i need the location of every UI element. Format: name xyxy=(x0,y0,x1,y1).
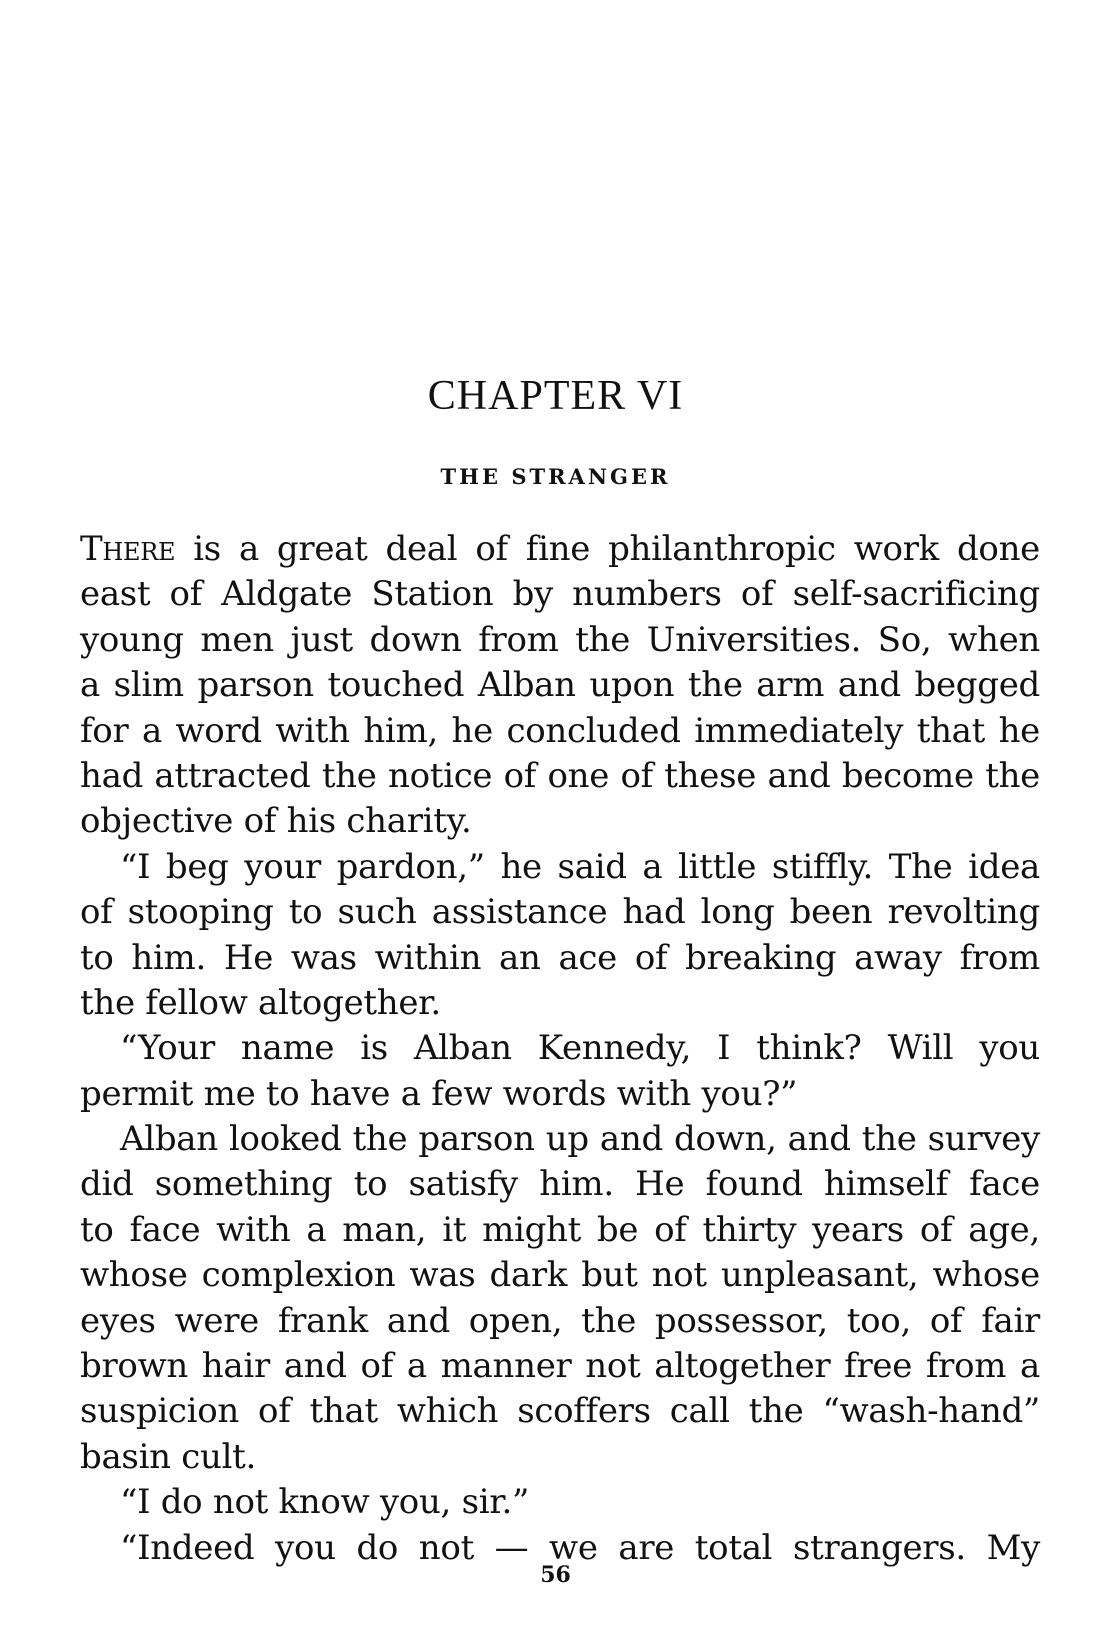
chapter-subtitle: THE STRANGER xyxy=(440,464,671,489)
text-line: “I beg your pardon,” he said a little stiffly. The idea xyxy=(120,846,1040,887)
lead-word: There xyxy=(80,529,176,569)
text-line: brown hair and of a manner not altogether free from a xyxy=(80,1346,1040,1387)
text-line: eyes were frank and open, the possessor, too, of fair xyxy=(80,1300,1040,1341)
chapter-heading: CHAPTER VI xyxy=(427,373,684,419)
text-line: did something to satisfy him. He found himself face xyxy=(80,1164,1040,1205)
text-line: for a word with him, he concluded immediately that he xyxy=(80,710,1040,751)
text-line: had attracted the notice of one of these and become the xyxy=(80,755,1040,796)
body-text xyxy=(80,527,1040,1571)
text-line: There is a great deal of fine philanthropic work done xyxy=(80,529,1041,569)
text-line: east of Aldgate Station by numbers of self-sacrificing xyxy=(80,574,1040,615)
text-line: the fellow altogether. xyxy=(80,982,441,1023)
text-line: “Your name is Alban Kennedy, I think? Will you xyxy=(120,1028,1040,1069)
text-line: suspicion of that which scoffers call the “wash-hand” xyxy=(80,1391,1040,1432)
text-line: basin cult. xyxy=(80,1436,257,1477)
text-line: “Indeed you do not — we are total strangers. My xyxy=(120,1527,1040,1568)
text-line: “I do not know you, sir.” xyxy=(120,1482,530,1523)
text-line: to him. He was within an ace of breaking away from xyxy=(80,937,1040,978)
text-line: to face with a man, it might be of thirty years of age, xyxy=(80,1209,1040,1250)
text-line: whose complexion was dark but not unpleasant, whose xyxy=(80,1255,1040,1296)
page-number: 56 xyxy=(540,1562,571,1588)
text-line: Alban looked the parson up and down, and the survey xyxy=(120,1119,1040,1160)
text-line: objective of his charity. xyxy=(80,801,472,842)
text-line: a slim parson touched Alban upon the arm and begged xyxy=(80,665,1040,706)
text-line: of stooping to such assistance had long been revolting xyxy=(80,892,1040,933)
text-line: permit me to have a few words with you?” xyxy=(80,1073,798,1114)
text-line: young men just down from the Universities. So, when xyxy=(80,619,1040,660)
